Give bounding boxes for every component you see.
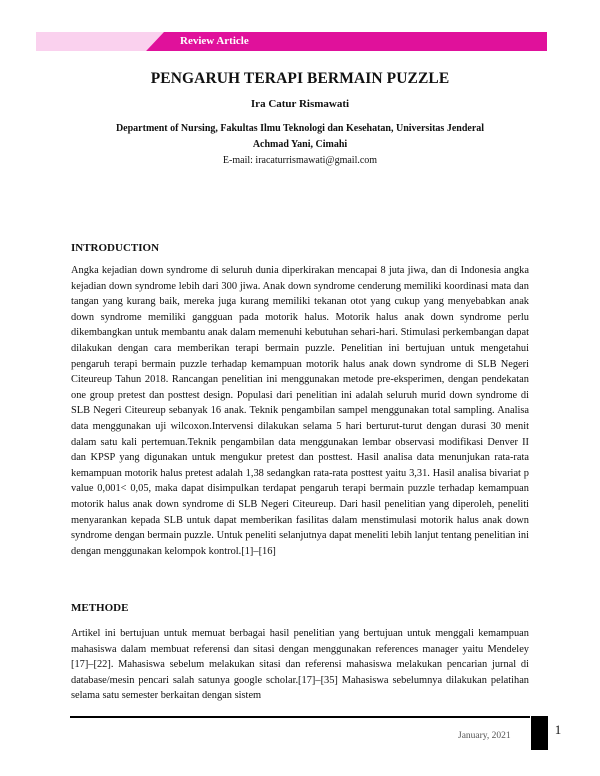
footer-divider	[70, 716, 530, 718]
author-affiliation: Department of Nursing, Fakultas Ilmu Teknologi dan Kesehatan, Universitas Jenderal Achmad Yani, Cimahi	[115, 123, 485, 150]
introduction-body: Angka kejadian down syndrome di seluruh dunia diperkirakan mencapai 8 juta jiwa, dan di Indonesia angka kejadian down syndrome lebih dari 300 jiwa. Anak down syndrome cenderung memiliki koordinasi mata dan tangan yang kurang baik, mereka juga kurang memiliki tekanan otot yang cukup yang menyebabkan anak down syndrome memiliki gangguan pada motorik halus. Motorik halus anak down syndrome perlu dikembangkan untuk membantu anak dalam memenuhi kebutuhan sehari-hari. Stimulasi perkembangan dapat dilakukan dengan cara memberikan terapi bermain puzzle. Penelitian ini bertujuan untuk mengetahui pengaruh terapi bermain puzzle terhadap kemampuan motorik halus anak down syndrome di SLB Negeri Citeureup Tahun 2018. Rancangan penelitian ini menggunakan metode pre-eksperimen, dengan pendekatan one group pretest dan posttest design. Populasi dari penelitian ini adalah seluruh murid down syndrome di SLB Negeri Citeureup sebanyak 16 anak. Teknik pengambilan sampel menggunakan total sampling. Analisa data menggunakan uji wilcoxon.Intervensi dilakukan selama 5 hari berturut-turut dengan durasi 30 menit dalam satu kali pertemuan.Teknik pengambilan data menggunakan lembar observasi modifikasi Denver II dan KPSP yang digunakan untuk mengukur pretest dan posttest. Hasil analisa data menunjukan rata-rata kemampuan motorik halus pretest adalah 1,38 sedangkan rata-rata posttest yaitu 3,31. Hasil analisa bivariat p value 0,001< 0,05, maka dapat disimpulkan terdapat pengaruh terapi bermain puzzle terhadap kemampuan motorik halus anak down syndrome di SLB Negeri Citeureup. Dari hasil penelitian yang diperoleh, peneliti menyarankan kepada SLB untuk dapat memberikan fasilitas dalam menstimulasi motorik halus anak down syndrome dengan bermain puzzle. Untuk peneliti selanjutnya dapat meneliti lebih lanjut tentang penelitian ini dengan menggunakan kelompok kontrol.[1]–[16]	[71, 265, 529, 557]
methode-heading: METHODE	[71, 602, 129, 614]
author-email: E-mail: iracaturrismawati@gmail.com	[222, 155, 378, 166]
introduction-heading: INTRODUCTION	[71, 242, 160, 254]
page-number-marker	[531, 716, 548, 750]
methode-body: Artikel ini bertujuan untuk memuat berbagai hasil penelitian yang bertujuan untuk menggali kemampuan mahasiswa dalam membuat referensi dan sitasi dengan menggunakan references manager yaitu Mendeley [17]–[22]. Mahasiswa sebelum melakukan sitasi dan referensi mahasiswa melakukan pencarian jurnal di database/mesin pencari salah satunya google scholar.[17]–[35] Mahasiswa sebelumnya dilakukan pelatihan selama satu semester berkaitan dengan sistem	[71, 628, 529, 702]
article-type-label: Review Article	[180, 35, 249, 47]
page-number: 1	[554, 722, 562, 737]
author-name: Ira Catur Rismawati	[250, 98, 350, 110]
footer-date: January, 2021	[458, 731, 511, 741]
header-banner-accent	[36, 32, 164, 51]
article-title: PENGARUH TERAPI BERMAIN PUZZLE	[150, 70, 450, 87]
